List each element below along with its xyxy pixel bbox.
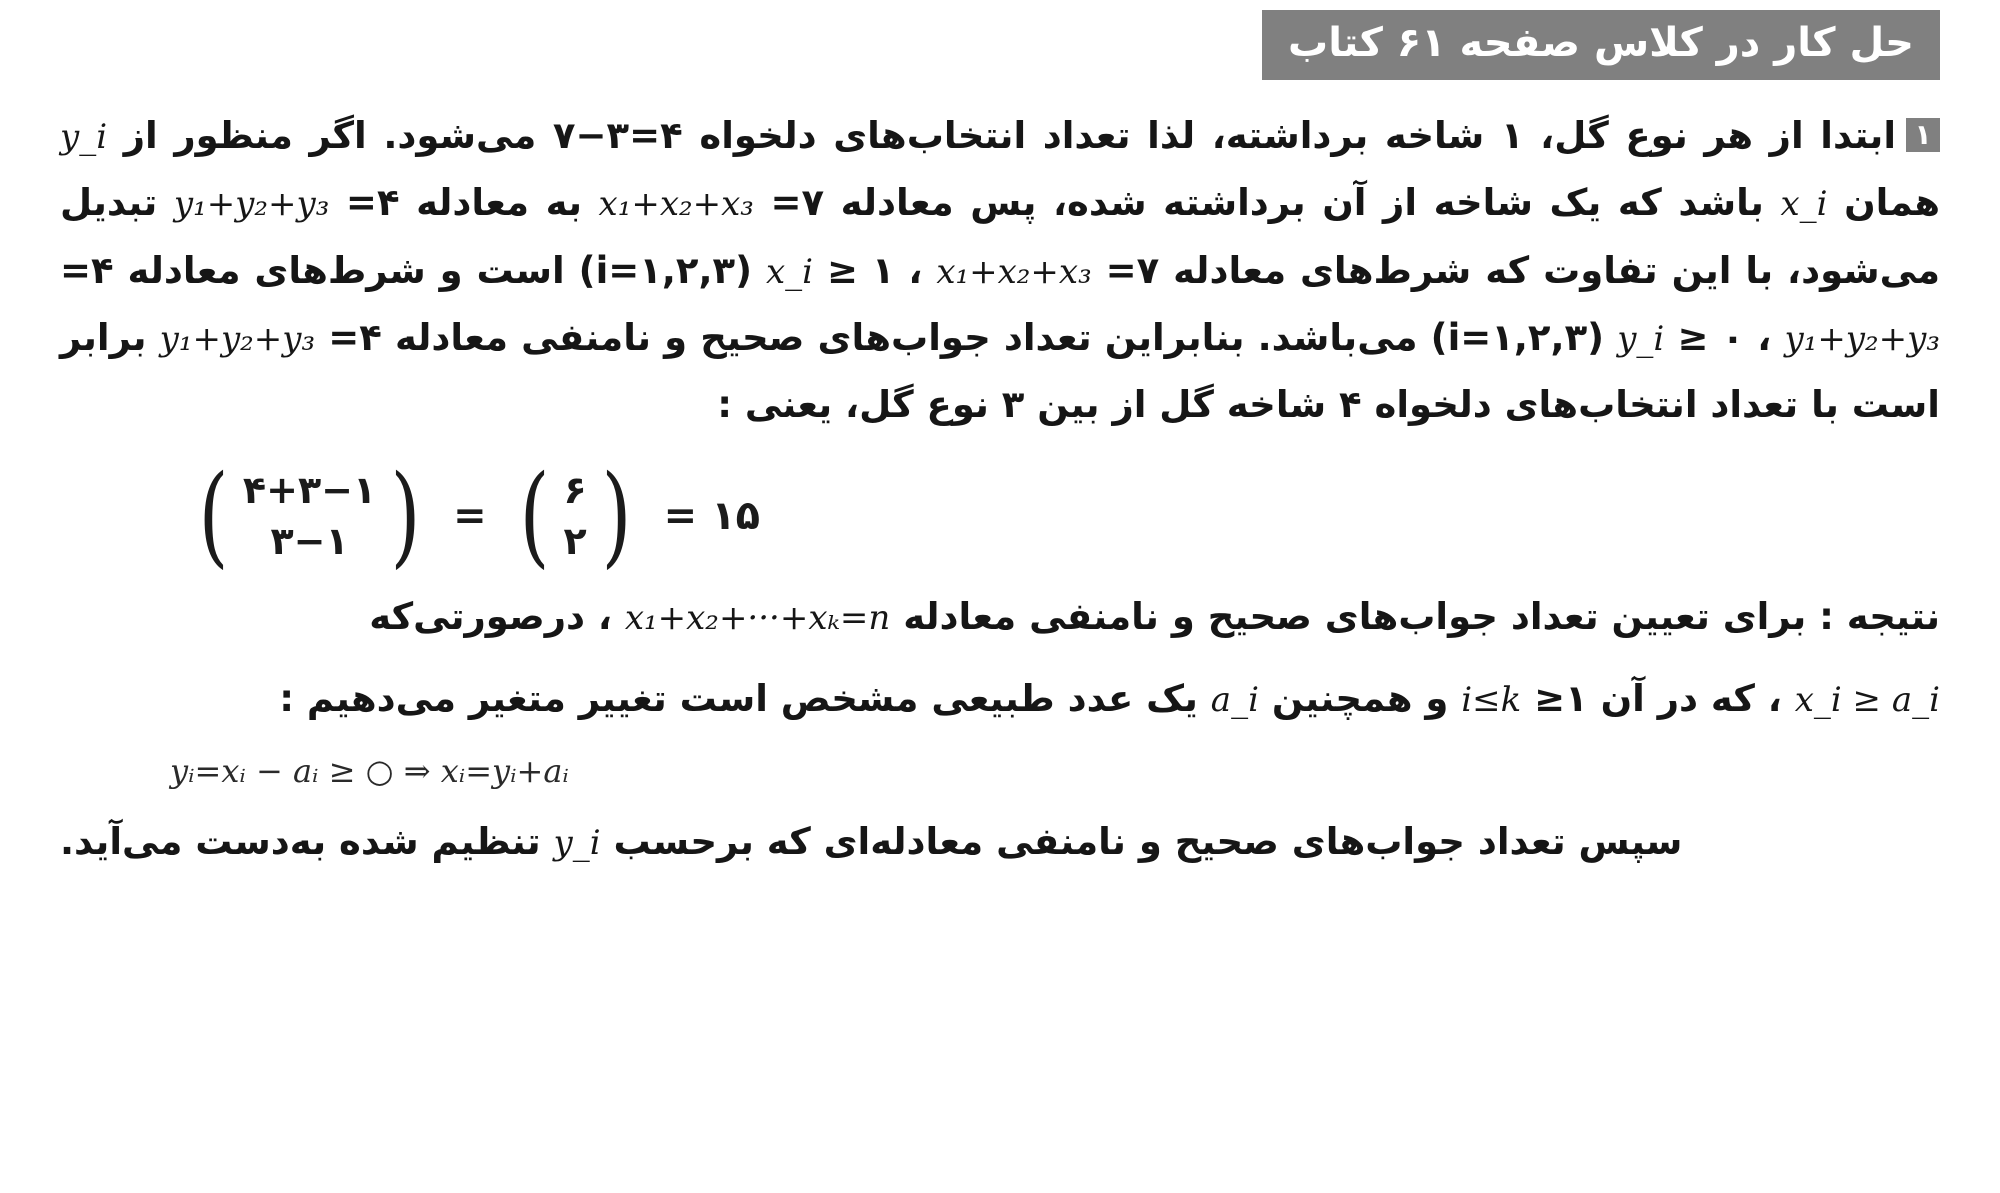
paren-open-icon-2: ( <box>519 451 550 580</box>
p1-seg9: (۱,۲,۳=i) می‌باشد. بنابراین تعداد جواب‌های صحیح و نامنفی معادله ۴= <box>328 315 1605 359</box>
paren-open-icon: ( <box>198 451 229 580</box>
paren-close-icon: ) <box>390 451 421 580</box>
math-sum-y: y₁+y₂+y₃ <box>173 184 330 225</box>
final-seg2: تنظیم شده به‌دست می‌آید. <box>60 819 541 863</box>
conclusion-seg1: برای تعیین تعداد جواب‌های صحیح و نامنفی معادله <box>903 595 1807 639</box>
formula-result: ۱۵ <box>711 492 761 539</box>
paragraph-conclusion-cont <box>60 665 1940 732</box>
banner-row <box>60 10 1940 80</box>
p1-seg8: ، ۰ ≤ <box>1677 315 1772 359</box>
conclusion-label: نتیجه : <box>1819 595 1940 639</box>
binomial-right <box>501 451 650 580</box>
p1-seg6: ، ۱ ≤ <box>826 248 923 292</box>
math-equation-general: x₁+x₂+···+xₖ=n <box>624 598 891 639</box>
binom-left-top: ۴+۳−۱ <box>242 467 377 512</box>
binomial-formula <box>180 451 1940 580</box>
equals-sign-1: = <box>453 492 487 539</box>
paragraph-final <box>60 808 1940 875</box>
equals-sign-2: = <box>663 492 698 539</box>
p1-seg3: باشد که یک شاخه از آن برداشته شده، پس معادله ۷= <box>770 181 1764 225</box>
p1-seg5: تبدیل می‌شود، با این تفاوت که شرط‌های معادله ۷= <box>60 181 1940 292</box>
math-ai: a_i <box>1210 679 1259 720</box>
binomial-left <box>180 451 439 580</box>
paragraph-conclusion <box>60 583 1940 650</box>
item-number-badge: ۱ <box>1906 118 1940 152</box>
paren-close-icon-2: ) <box>601 451 632 580</box>
math-sum-x-2: x₁+x₂+x₃ <box>936 251 1092 292</box>
math-yi: y_i <box>60 117 108 157</box>
section-banner: حل کار در کلاس صفحه ۶۱ کتاب <box>1262 10 1940 80</box>
p1-seg2: همان <box>1844 181 1941 225</box>
binom-right-bottom: ۲ <box>563 518 587 563</box>
math-i-le-k: i≤k <box>1461 679 1522 720</box>
p1-seg7: (۱,۲,۳=i) است و شرط‌های معادله ۴= <box>60 248 753 292</box>
binom-right-top: ۶ <box>563 467 587 512</box>
math-yi-final: y_i <box>553 822 601 863</box>
math-sum-x: x₁+x₂+x₃ <box>598 184 754 225</box>
math-xi-2: x_i <box>765 251 814 292</box>
conclusion-seg3: ، که در آن ۱≤ <box>1534 676 1782 720</box>
math-condition-xi-ai: x_i ≥ a_i <box>1794 679 1940 720</box>
change-of-variable-formula: yᵢ=xᵢ − aᵢ ≥ ○ ⇒ xᵢ=yᵢ+aᵢ <box>170 751 569 790</box>
conclusion-seg2: ، درصورتی‌که <box>369 595 612 639</box>
math-sum-y-2: y₁+y₂+y₃ <box>1784 318 1940 359</box>
math-xi: x_i <box>1780 184 1828 225</box>
p1-seg10: برابر است با تعداد انتخاب‌های دلخواه ۴ شاخه گل از بین ۳ نوع گل، یعنی : <box>60 315 1940 427</box>
conclusion-seg4: و همچنین <box>1271 676 1449 720</box>
final-seg1: سپس تعداد جواب‌های صحیح و نامنفی معادله‌ای که برحسب <box>613 819 1683 863</box>
math-yi-2: y_i <box>1617 318 1665 359</box>
p1-seg1: ابتدا از هر نوع گل، ۱ شاخه برداشته، لذا تعداد انتخاب‌های دلخواه ۴=۳−۷ می‌شود. اگر منظور از <box>123 114 1896 157</box>
p1-seg4: به معادله ۴= <box>345 181 582 225</box>
math-sum-y-3: y₁+y₂+y₃ <box>159 318 316 359</box>
conclusion-seg5: یک عدد طبیعی مشخص است تغییر متغیر می‌دهیم : <box>279 676 1198 720</box>
binom-left-bottom: ۳−۱ <box>270 518 349 563</box>
paragraph-solution-1 <box>60 102 1940 439</box>
